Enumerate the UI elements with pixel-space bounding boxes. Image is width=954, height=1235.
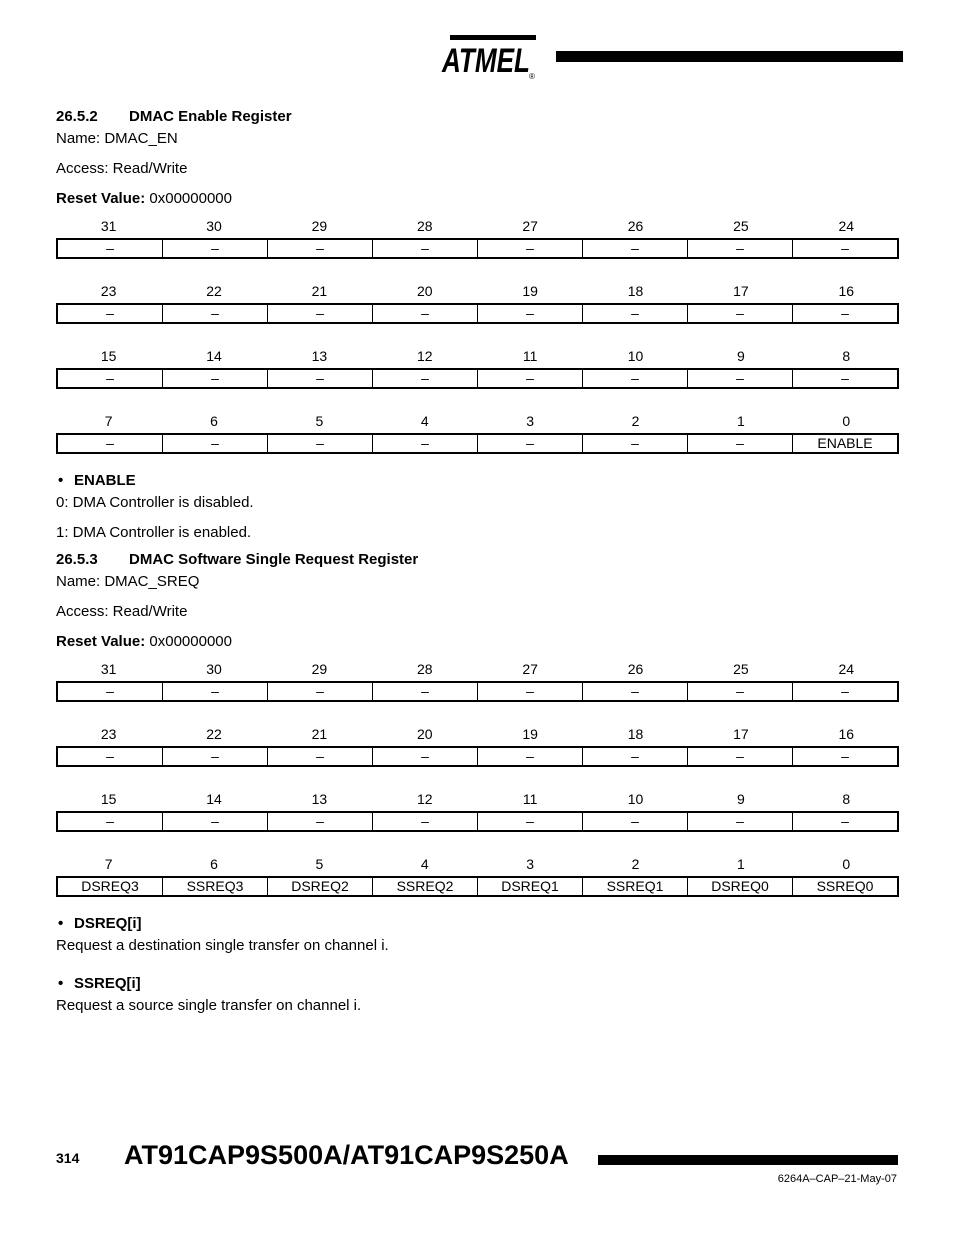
bit-number: 9 — [737, 348, 745, 364]
bit-field: SSREQ2 — [372, 878, 477, 895]
page-number: 314 — [56, 1150, 80, 1166]
bit-field: – — [792, 305, 897, 322]
register-name: Name: DMAC_SREQ — [56, 573, 200, 590]
bit-field: – — [582, 305, 687, 322]
bit-number: 14 — [206, 348, 222, 364]
bit-field: DSREQ1 — [477, 878, 582, 895]
register-row — [56, 659, 899, 702]
bit-field: – — [477, 305, 582, 322]
bit-number: 12 — [417, 791, 433, 807]
bit-field: – — [267, 683, 372, 700]
atmel-logo — [440, 32, 538, 80]
bit-numbers — [56, 789, 899, 809]
bit-number: 25 — [733, 218, 749, 234]
bit-field: – — [267, 305, 372, 322]
field-description: 1: DMA Controller is enabled. — [56, 524, 252, 541]
bit-field: – — [162, 435, 267, 452]
bit-number: 25 — [733, 661, 749, 677]
bullet-icon: • — [58, 975, 64, 992]
bit-field: – — [477, 370, 582, 387]
bit-fields — [56, 681, 899, 702]
bit-field: – — [162, 370, 267, 387]
bit-field: – — [792, 240, 897, 257]
registered-mark: ® — [529, 72, 535, 80]
bit-number: 0 — [842, 856, 851, 872]
bit-field: – — [792, 683, 897, 700]
bit-fields — [56, 811, 899, 832]
bit-number: 18 — [627, 726, 644, 742]
field-name-text: ENABLE — [74, 472, 136, 489]
bit-field: – — [582, 240, 687, 257]
bit-field: – — [792, 370, 897, 387]
bit-number: 31 — [100, 218, 117, 234]
bit-number: 30 — [206, 661, 222, 677]
logo-text: ATMEL — [441, 42, 530, 80]
bit-number: 7 — [104, 413, 113, 429]
bit-field: – — [106, 370, 114, 386]
bit-number: 3 — [526, 856, 535, 872]
bit-field: – — [162, 683, 267, 700]
section-dmac-en — [56, 106, 899, 544]
bit-number: 15 — [100, 791, 117, 807]
register-row — [56, 411, 899, 454]
register-row — [56, 789, 899, 832]
section-heading — [56, 106, 899, 128]
bit-number: 8 — [842, 791, 851, 807]
bit-number: 30 — [206, 218, 222, 234]
bit-fields — [56, 876, 899, 897]
bit-number: 23 — [100, 726, 117, 742]
bit-field: – — [582, 683, 687, 700]
bit-field: – — [582, 813, 687, 830]
bit-number: 23 — [100, 283, 117, 299]
bit-number: 20 — [417, 726, 433, 742]
bit-number: 13 — [311, 348, 328, 364]
reset-value: 0x00000000 — [149, 633, 232, 650]
bit-number: 9 — [737, 791, 745, 807]
bit-field: – — [162, 813, 267, 830]
bit-fields — [56, 303, 899, 324]
bit-number: 11 — [522, 348, 538, 364]
bit-number: 14 — [206, 791, 222, 807]
section-number: 26.5.3 — [56, 551, 98, 568]
bit-number: 24 — [838, 218, 855, 234]
bit-field: – — [477, 240, 582, 257]
bit-number: 22 — [206, 726, 222, 742]
section-title: DMAC Enable Register — [129, 108, 292, 125]
bit-number: 6 — [210, 856, 218, 872]
bit-number: 16 — [838, 283, 855, 299]
bit-field: – — [687, 370, 792, 387]
section-heading — [56, 549, 899, 571]
bit-number: 12 — [417, 348, 433, 364]
bit-number: 29 — [311, 661, 328, 677]
bit-field: – — [162, 240, 267, 257]
bit-number: 21 — [311, 726, 328, 742]
bit-number: 28 — [417, 218, 433, 234]
bit-number: 13 — [311, 791, 328, 807]
bit-field: – — [106, 683, 114, 699]
register-row — [56, 724, 899, 767]
bit-number: 10 — [627, 791, 644, 807]
bit-number: 26 — [627, 661, 644, 677]
bit-number: 2 — [631, 413, 640, 429]
bit-fields — [56, 433, 899, 454]
bit-number: 24 — [838, 661, 855, 677]
bit-number: 8 — [842, 348, 851, 364]
bit-number: 11 — [522, 791, 538, 807]
bit-field: – — [477, 813, 582, 830]
bit-field: – — [582, 435, 687, 452]
bit-field: SSREQ1 — [582, 878, 687, 895]
field-description: Request a source single transfer on channel i. — [56, 997, 362, 1014]
header-rule — [556, 51, 903, 62]
bit-fields — [56, 238, 899, 259]
bit-numbers — [56, 724, 899, 744]
bit-field: – — [106, 813, 114, 829]
register-access: Access: Read/Write — [56, 603, 188, 620]
bit-number: 1 — [737, 413, 745, 429]
bit-number: 4 — [420, 413, 429, 429]
field-heading — [56, 973, 899, 995]
bit-number: 19 — [522, 283, 538, 299]
field-name-text: SSREQ[i] — [74, 975, 141, 992]
bit-number: 16 — [838, 726, 855, 742]
bit-field: – — [372, 370, 477, 387]
bit-number: 5 — [315, 413, 324, 429]
bit-numbers — [56, 411, 899, 431]
register-table — [56, 659, 899, 897]
bit-number: 18 — [627, 283, 644, 299]
bit-field: – — [106, 305, 114, 321]
document-code: 6264A–CAP–21-May-07 — [777, 1173, 897, 1185]
reset-label: Reset Value: — [56, 633, 146, 650]
bit-field: – — [267, 748, 372, 765]
register-table — [56, 216, 899, 454]
bit-number: 21 — [311, 283, 328, 299]
bit-number: 22 — [206, 283, 222, 299]
bit-number: 4 — [420, 856, 429, 872]
bit-field: – — [372, 813, 477, 830]
bit-field: DSREQ3 — [81, 878, 139, 894]
register-row — [56, 281, 899, 324]
bit-field: – — [267, 240, 372, 257]
section-title: DMAC Software Single Request Register — [129, 551, 419, 568]
field-description: 0: DMA Controller is disabled. — [56, 494, 254, 511]
bit-number: 20 — [417, 283, 433, 299]
bit-numbers — [56, 346, 899, 366]
bit-field: SSREQ3 — [162, 878, 267, 895]
bit-field: – — [267, 370, 372, 387]
register-row — [56, 346, 899, 389]
section-dmac-sreq — [56, 549, 899, 1017]
bit-number: 19 — [522, 726, 538, 742]
bit-field: ENABLE — [792, 435, 897, 452]
bit-field: – — [582, 748, 687, 765]
bit-number: 0 — [842, 413, 851, 429]
bit-number: 15 — [100, 348, 117, 364]
bit-number: 17 — [733, 726, 749, 742]
reset-value: 0x00000000 — [149, 190, 232, 207]
register-reset — [56, 188, 899, 210]
reset-label: Reset Value: — [56, 190, 146, 207]
bit-field: – — [477, 748, 582, 765]
bit-field: – — [106, 435, 114, 451]
register-access: Access: Read/Write — [56, 160, 188, 177]
bullet-icon: • — [58, 472, 64, 489]
bit-field: – — [372, 748, 477, 765]
bit-number: 6 — [210, 413, 218, 429]
bit-field: – — [162, 305, 267, 322]
bit-field: SSREQ0 — [792, 878, 897, 895]
bit-number: 7 — [104, 856, 113, 872]
footer-rule — [598, 1155, 898, 1165]
bit-number: 5 — [315, 856, 324, 872]
bit-fields — [56, 368, 899, 389]
section-number: 26.5.2 — [56, 108, 98, 125]
bit-field: – — [477, 683, 582, 700]
bit-field: – — [687, 813, 792, 830]
field-name-text: DSREQ[i] — [74, 915, 142, 932]
field-description: Request a destination single transfer on channel i. — [56, 937, 389, 954]
bit-number: 3 — [526, 413, 535, 429]
bit-field: – — [267, 813, 372, 830]
bit-numbers — [56, 281, 899, 301]
bit-fields — [56, 746, 899, 767]
bit-numbers — [56, 659, 899, 679]
bit-field: DSREQ2 — [267, 878, 372, 895]
bit-field: – — [106, 240, 114, 256]
bullet-icon: • — [58, 915, 64, 932]
bit-number: 27 — [522, 218, 538, 234]
bit-field: – — [792, 813, 897, 830]
bit-field: – — [687, 305, 792, 322]
register-row — [56, 216, 899, 259]
bit-number: 2 — [631, 856, 640, 872]
bit-field: – — [687, 748, 792, 765]
bit-number: 10 — [627, 348, 644, 364]
bit-numbers — [56, 854, 899, 874]
bit-field: – — [162, 748, 267, 765]
bit-number: 26 — [627, 218, 644, 234]
bit-field: – — [687, 683, 792, 700]
bit-number: 28 — [417, 661, 433, 677]
bit-field: – — [477, 435, 582, 452]
bit-field: – — [582, 370, 687, 387]
field-heading — [56, 470, 899, 492]
bit-number: 1 — [737, 856, 745, 872]
bit-field: – — [372, 683, 477, 700]
bit-field: – — [372, 240, 477, 257]
bit-field: – — [687, 435, 792, 452]
document-title: AT91CAP9S500A/AT91CAP9S250A — [124, 1140, 569, 1170]
bit-field: DSREQ0 — [687, 878, 792, 895]
bit-field: – — [792, 748, 897, 765]
bit-field: – — [372, 435, 477, 452]
register-row — [56, 854, 899, 897]
bit-field: – — [106, 748, 114, 764]
bit-number: 27 — [522, 661, 538, 677]
register-reset — [56, 631, 899, 653]
bit-number: 17 — [733, 283, 749, 299]
field-heading — [56, 913, 899, 935]
bit-field: – — [372, 305, 477, 322]
bit-field: – — [687, 240, 792, 257]
bit-number: 31 — [100, 661, 117, 677]
register-name: Name: DMAC_EN — [56, 130, 178, 147]
bit-field: – — [267, 435, 372, 452]
bit-numbers — [56, 216, 899, 236]
bit-number: 29 — [311, 218, 328, 234]
